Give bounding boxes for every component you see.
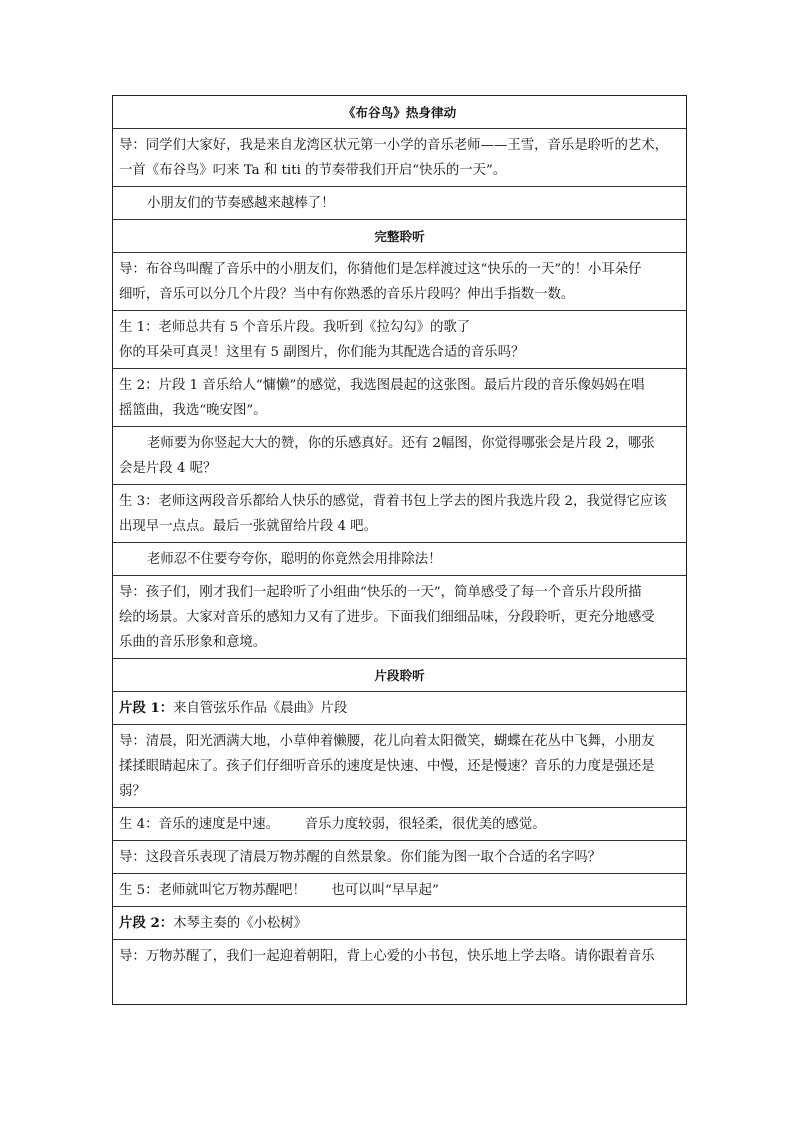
lesson-table <box>112 95 687 1005</box>
line: 一首《布谷鸟》叼来 Ta 和 titi 的节奏带我们开启“快乐的一天”。 <box>119 163 507 178</box>
row-guide-naming <box>113 841 686 874</box>
line: 导：同学们大家好，我是来自龙湾区状元第一小学的音乐老师——王雪，音乐是聆听的艺术， <box>119 138 669 153</box>
segment-title: 木琴主奏的《小松树》 <box>173 916 308 931</box>
line: 老师要为你竖起大大的赞，你的乐感真好。还有 2幅图，你觉得哪张会是片段 2，哪张 <box>147 436 655 451</box>
line: 生 2：片段 1 音乐给人“慵懒”的感觉，我选图晨起的这张图。最后片段的音乐像妈妈在唱 <box>119 378 645 393</box>
line: 导：清晨，阳光洒满大地，小草伸着懒腰，花儿向着太阳微笑，蝴蝶在花丛中飞舞，小朋友 <box>119 734 655 749</box>
line: 弱？ <box>119 784 146 799</box>
line: 导：万物苏醒了，我们一起迎着朝阳，背上心爱的小书包，快乐地上学去咯。请你跟着音乐 <box>119 949 655 964</box>
line: 乐曲的音乐形象和意境。 <box>119 635 267 650</box>
row-teacher-praise <box>113 427 686 485</box>
row-student2 <box>113 369 686 427</box>
row-student1 <box>113 311 686 369</box>
line: 细听，音乐可以分几个片段？当中有你熟悉的音乐片段吗？伸出手指数一数。 <box>119 287 575 302</box>
line: 生 4：音乐的速度是中速。 音乐力度较弱，很轻柔，很优美的感觉。 <box>119 817 546 832</box>
row-intro <box>113 129 686 187</box>
line: 导：这段音乐表现了清晨万物苏醒的自然景象。你们能为图一取个合适的名字吗？ <box>119 850 602 865</box>
row-student4 <box>113 808 686 841</box>
line: 导：布谷鸟叫醒了音乐中的小朋友们，你猜他们是怎样渡过这“快乐的一天”的！小耳朵仔 <box>119 262 642 277</box>
line: 老师忍不住要夸夸你，聪明的你竟然会用排除法！ <box>147 552 442 567</box>
line: 揉揉眼睛起床了。孩子们仔细听音乐的速度是快速、中慢，还是慢速？音乐的力度是强还是 <box>119 759 655 774</box>
section-heading-segment-listen <box>113 659 686 692</box>
segment-label: 片段 1： <box>119 700 174 716</box>
line: 小朋友们的节奏感越来越棒了！ <box>147 196 335 211</box>
segment-label: 片段 2： <box>119 915 174 931</box>
row-teacher-elimination <box>113 543 686 576</box>
segment-title: 来自管弦乐作品《晨曲》片段 <box>173 701 348 716</box>
line: 会是片段 4 呢？ <box>119 461 217 476</box>
line: 生 1：老师总共有 5 个音乐片段。我听到《拉勾勾》的歌了 <box>119 320 471 335</box>
heading-text: 《布谷鸟》热身律动 <box>342 105 457 120</box>
row-guide-summary <box>113 576 686 659</box>
section-heading-warmup <box>113 96 686 129</box>
line: 导：孩子们，刚才我们一起聆听了小组曲“快乐的一天”，简单感受了每一个音乐片段所描 <box>119 585 642 600</box>
section-heading-full-listen <box>113 220 686 253</box>
row-guide-full <box>113 253 686 311</box>
row-segment2-title <box>113 907 686 940</box>
line: 生 5：老师就叫它万物苏醒吧！ 也可以叫“早早起” <box>119 883 439 898</box>
line: 你的耳朵可真灵！这里有 5 副图片，你们能为其配选合适的音乐吗？ <box>119 345 525 360</box>
heading-text: 片段聆听 <box>374 668 425 683</box>
row-guide-segment2 <box>113 940 686 972</box>
line: 绘的场景。大家对音乐的感知力又有了进步。下面我们细细品味，分段聆听，更充分地感受 <box>119 610 655 625</box>
heading-text: 完整聆听 <box>374 229 425 244</box>
row-student3 <box>113 485 686 543</box>
row-praise-rhythm <box>113 187 686 220</box>
line: 生 3：老师这两段音乐都给人快乐的感觉，背着书包上学去的图片我选片段 2，我觉得它应该 <box>119 494 667 509</box>
row-segment1-title <box>113 692 686 725</box>
line: 出现早一点点。最后一张就留给片段 4 吧。 <box>119 519 378 534</box>
line: 摇篮曲，我选“晚安图”。 <box>119 403 267 418</box>
row-guide-segment1 <box>113 725 686 808</box>
row-student5 <box>113 874 686 907</box>
